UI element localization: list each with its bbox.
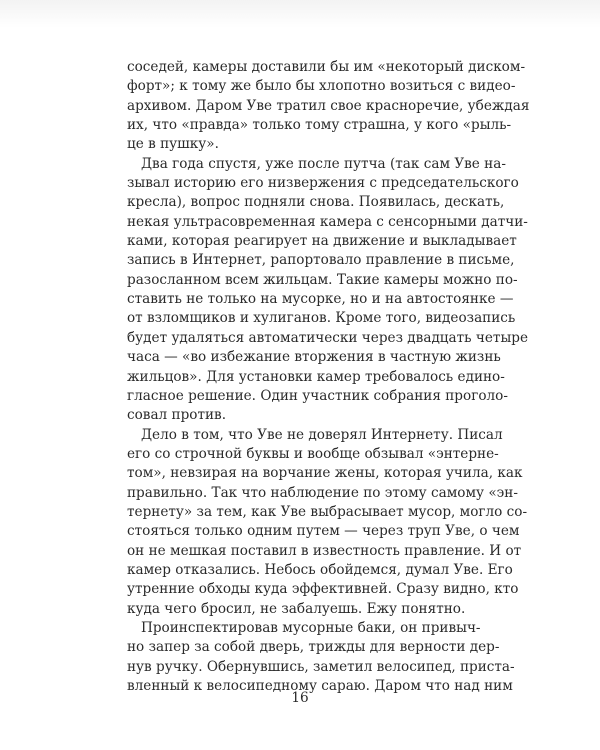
text-line: зывал историю его низвержения с председательского xyxy=(127,175,519,192)
text-line: стояться только одним путем — через труп Уве, о чем xyxy=(127,523,520,540)
text-line: вленный к велосипедному сараю. Даром что над ним xyxy=(127,678,513,694)
text-line: будет удаляться автоматически через двадцать четыре xyxy=(127,329,529,346)
text-line: некая ультрасовременная камера с сенсорными датчи- xyxy=(127,213,528,230)
text-line: ставить не только на мусорке, но и на автостоянке — xyxy=(127,291,514,308)
text-line: том», невзирая на ворчание жены, которая учила, как xyxy=(127,465,523,482)
text-line: Дело в том, что Уве не доверял Интернету. Писал xyxy=(141,426,503,443)
text-line: правильно. Так что наблюдение по этому самому «эн- xyxy=(127,484,518,501)
text-line: часа — «во избежание вторжения в частную жизнь xyxy=(127,349,501,366)
text-line: утренние обходы куда эффективней. Сразу видно, кто xyxy=(127,581,519,598)
text-line: це в пушку». xyxy=(127,136,219,153)
text-line: жильцов». Для установки камер требовалось едино- xyxy=(127,368,505,385)
text-line: тернету» за тем, как Уве выбрасывает мусор, могло со- xyxy=(127,503,528,520)
text-line: их, что «правда» только тому страшна, у кого «рыль- xyxy=(127,117,512,134)
text-line: Проинспектировав мусорные баки, он привыч- xyxy=(141,619,481,636)
page-top-shade xyxy=(0,0,600,28)
text-line: совал против. xyxy=(127,407,227,424)
page-number: 16 xyxy=(291,690,309,706)
text-line: форт»; к тому же было бы хлопотно возиться с видео- xyxy=(127,78,516,95)
text-line: разосланном всем жильцам. Такие камеры можно по- xyxy=(127,271,518,288)
text-line: нув ручку. Обернувшись, заметил велосипед, приста- xyxy=(127,658,515,675)
text-line: но запер за собой дверь, трижды для верности дер- xyxy=(127,639,500,656)
text-line: соседей, камеры доставили бы им «некоторый диском- xyxy=(127,59,526,75)
text-line: от взломщиков и хулиганов. Кроме того, видеозапись xyxy=(127,310,516,327)
text-line: его со строчной буквы и вообще обзывал «энтерне- xyxy=(127,445,499,462)
text-line: куда чего бросил, не забалуешь. Ежу понятно. xyxy=(127,600,466,617)
body-text xyxy=(127,58,530,696)
text-line: ками, которая реагирует на движение и выкладывает xyxy=(127,233,517,250)
text-line: Два года спустя, уже после путча (так сам Уве на- xyxy=(141,155,506,172)
text-line: он не мешкая поставил в известность правление. И от xyxy=(127,542,522,559)
text-line: кресла), вопрос подняли снова. Появилась, дескать, xyxy=(127,194,505,211)
text-line: камер отказались. Небось обойдемся, думал Уве. Его xyxy=(127,561,513,578)
text-line: запись в Интернет, рапортовало правление в письме, xyxy=(127,252,515,269)
text-line: архивом. Даром Уве тратил свое красноречие, убеждая xyxy=(127,97,530,114)
text-line: гласное решение. Один участник собрания проголо- xyxy=(127,387,508,404)
